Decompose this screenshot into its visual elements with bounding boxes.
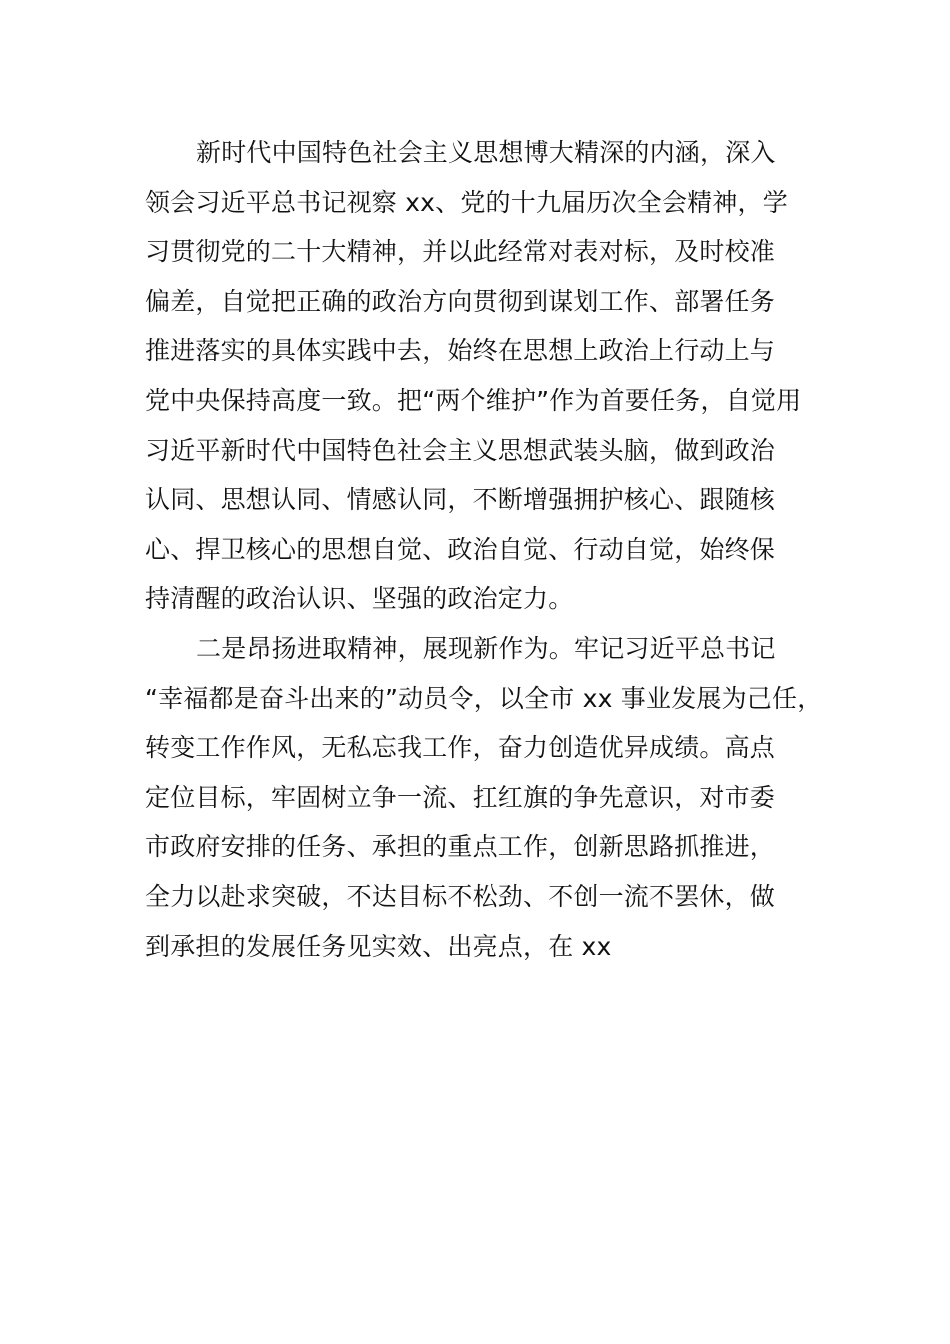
paragraph-line: 新时代中国特色社会主义思想博大精深的内涵，深入 [196, 138, 776, 167]
paragraph-line: “幸福都是奋斗出来的”动员令，以全市 xx 事业发展为己任， [145, 683, 823, 713]
paragraph-line: 二是昂扬进取精神，展现新作为。牢记习近平总书记 [196, 633, 776, 663]
paragraph-line: 认同、思想认同、情感认同，不断增强拥护核心、跟随核 [145, 485, 776, 515]
paragraph-line: 到承担的发展任务见实效、出亮点，在 xx [145, 931, 612, 961]
paragraph-line: 习近平新时代中国特色社会主义思想武装头脑，做到政治 [145, 435, 776, 465]
paragraph-line: 推进落实的具体实践中去，始终在思想上政治上行动上与 [145, 336, 776, 366]
paragraph-line: 持清醒的政治认识、坚强的政治定力。 [145, 584, 574, 614]
paragraph-line: 心、捍卫核心的思想自觉、政治自觉、行动自觉，始终保 [145, 534, 776, 564]
paragraph-line: 习贯彻党的二十大精神，并以此经常对表对标，及时校准 [145, 237, 776, 267]
paragraph-line: 偏差，自觉把正确的政治方向贯彻到谋划工作、部署任务 [145, 286, 776, 316]
paragraph-line: 市政府安排的任务、承担的重点工作，创新思路抓推进， [145, 832, 776, 862]
paragraph-line: 转变工作作风，无私忘我工作，奋力创造优异成绩。高点 [145, 733, 776, 763]
paragraph-line: 定位目标，牢固树立争一流、扛红旗的争先意识，对市委 [145, 782, 776, 812]
paragraph-line: 领会习近平总书记视察 xx、党的十九届历次全会精神，学 [145, 187, 788, 217]
paragraph-line: 全力以赴求突破，不达目标不松劲、不创一流不罢休，做 [145, 881, 776, 911]
document-body [145, 128, 835, 971]
paragraph-line: 党中央保持高度一致。把“两个维护”作为首要任务，自觉用 [145, 385, 802, 415]
